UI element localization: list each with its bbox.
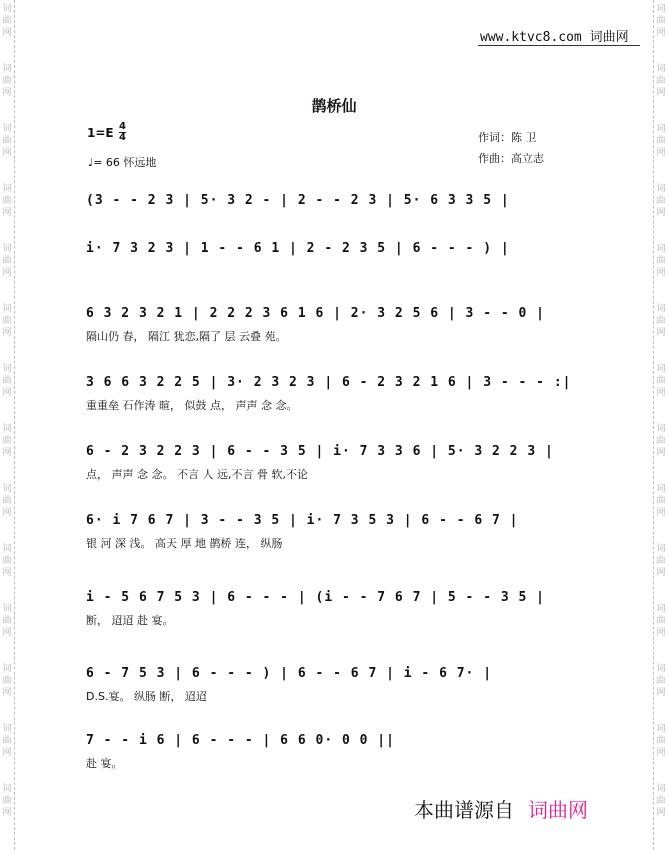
watermark-char: 曲 [2,796,12,806]
score-row [78,306,578,343]
watermark-char: 词 [2,64,12,74]
watermark-char: 词 [656,184,666,194]
watermark-char: 曲 [2,136,12,146]
watermark-char: 词 [2,544,12,554]
notation-line: i· 7 3 2 3 | 1 - - 6 1 | 2 - 2 3 5 | 6 - - - ) | [86,241,510,256]
watermark-char: 词 [656,724,666,734]
watermark-char: 词 [656,304,666,314]
watermark-char: 曲 [656,556,666,566]
lyrics-line: 断， 迢迢 赴 宴。 [86,614,174,627]
watermark-char: 曲 [656,796,666,806]
watermark-char: 网 [656,208,666,218]
score-row [78,375,578,412]
watermark-char: 网 [656,388,666,398]
footer-text: 本曲谱源自 [414,798,514,822]
footer-site-link[interactable]: 词曲网 [528,798,588,822]
watermark-char: 曲 [656,616,666,626]
score-row [78,590,578,627]
key-signature: 1=E [87,126,114,140]
lyrics-line: 银 河 深 浅。 高天 厚 地 鹊桥 连， 纵肠 [86,537,283,550]
watermark-char: 曲 [2,436,12,446]
watermark-char: 网 [2,268,12,278]
watermark-char: 词 [656,124,666,134]
watermark-char: 词 [656,484,666,494]
watermark-char: 词 [2,424,12,434]
watermark-char: 曲 [2,256,12,266]
watermark-char: 词 [656,784,666,794]
lyrics-line: D.S.宴。 纵肠 断， 迢迢 [86,690,207,703]
watermark-char: 曲 [2,16,12,26]
lyrics-line: 隔山仍 春， 隔江 犹恋,隔了 层 云叠 苑。 [86,330,287,343]
tempo-marking: ♩= 66 怀远地 [88,156,157,169]
watermark-char: 网 [656,508,666,518]
left-watermark-strip [0,0,15,850]
watermark-char: 曲 [656,76,666,86]
watermark-char: 曲 [656,676,666,686]
watermark-char: 曲 [2,736,12,746]
notation-line: i - 5 6 7 5 3 | 6 - - - | (i - - 7 6 7 | 5 - - 3 5 | [86,590,545,605]
score-row [78,666,578,703]
watermark-char: 网 [2,448,12,458]
watermark-char: 词 [2,4,12,14]
watermark-char: 词 [656,424,666,434]
watermark-char: 词 [2,724,12,734]
watermark-char: 曲 [2,616,12,626]
watermark-char: 网 [2,628,12,638]
notation-line: 7 - - i 6 | 6 - - - | 6 6 0· 0 0 || [86,733,395,748]
score-row [78,513,578,550]
watermark-char: 曲 [2,316,12,326]
watermark-char: 曲 [2,676,12,686]
watermark-char: 曲 [656,496,666,506]
watermark-char: 曲 [656,196,666,206]
notation-line: 6 - 2 3 2 2 3 | 6 - - 3 5 | i· 7 3 3 6 | 5· 3 2 2 3 | [86,444,554,459]
watermark-char: 曲 [2,76,12,86]
watermark-char: 网 [656,28,666,38]
watermark-char: 词 [2,304,12,314]
watermark-char: 词 [656,544,666,554]
watermark-char: 网 [656,328,666,338]
right-watermark-strip [653,0,668,850]
watermark-char: 词 [2,244,12,254]
watermark-char: 曲 [2,196,12,206]
header-rule [478,45,640,46]
time-bottom: 4 [119,132,126,143]
footer-source [414,794,588,823]
watermark-char: 词 [2,784,12,794]
watermark-char: 词 [2,184,12,194]
watermark-char: 网 [656,808,666,818]
watermark-char: 网 [656,448,666,458]
watermark-char: 曲 [656,136,666,146]
score-row [78,193,578,213]
watermark-char: 网 [656,628,666,638]
watermark-char: 网 [656,748,666,758]
watermark-char: 曲 [656,256,666,266]
watermark-char: 网 [2,748,12,758]
watermark-char: 曲 [2,496,12,506]
time-signature [119,122,126,143]
watermark-char: 网 [2,688,12,698]
watermark-char: 网 [2,508,12,518]
watermark-char: 网 [2,148,12,158]
lyricist-credit: 作词：陈 卫 [478,131,537,144]
watermark-char: 词 [2,124,12,134]
watermark-char: 网 [2,808,12,818]
watermark-char: 词 [656,4,666,14]
watermark-char: 网 [2,208,12,218]
notation-line: (3 - - 2 3 | 5· 3 2 - | 2 - - 2 3 | 5· 6 3 3 5 | [86,193,510,208]
watermark-char: 词 [2,664,12,674]
notation-line: 6· i 7 6 7 | 3 - - 3 5 | i· 7 3 5 3 | 6 - - 6 7 | [86,513,519,528]
watermark-char: 曲 [2,376,12,386]
score-row [78,733,578,770]
watermark-char: 曲 [656,376,666,386]
watermark-char: 词 [2,364,12,374]
watermark-char: 网 [2,328,12,338]
watermark-char: 网 [656,568,666,578]
watermark-char: 词 [2,604,12,614]
lyrics-line: 赴 宴。 [86,757,123,770]
watermark-char: 网 [656,148,666,158]
watermark-char: 词 [656,364,666,374]
score-row [78,444,578,481]
watermark-char: 网 [656,88,666,98]
watermark-char: 网 [2,388,12,398]
composer-credit: 作曲：高立志 [478,152,544,165]
lyrics-line: 点， 声声 念 念。 不言 人 远,不言 骨 软,不论 [86,468,308,481]
time-top: 4 [119,121,126,132]
watermark-char: 网 [2,568,12,578]
watermark-char: 曲 [656,16,666,26]
watermark-char: 曲 [656,736,666,746]
lyrics-line: 重重垒 石作涛 暄， 似鼓 点， 声声 念 念。 [86,399,298,412]
watermark-char: 词 [656,604,666,614]
watermark-char: 词 [656,64,666,74]
watermark-char: 曲 [2,556,12,566]
watermark-char: 网 [2,88,12,98]
watermark-char: 词 [656,244,666,254]
watermark-char: 网 [656,688,666,698]
notation-line: 6 3 2 3 2 1 | 2 2 2 3 6 1 6 | 2· 3 2 5 6 | 3 - - 0 | [86,306,545,321]
site-url[interactable]: www.ktvc8.com 词曲网 [480,30,629,45]
score-row [78,241,578,261]
watermark-char: 曲 [656,316,666,326]
watermark-char: 网 [2,28,12,38]
watermark-char: 曲 [656,436,666,446]
song-title: 鹊桥仙 [311,97,357,115]
watermark-char: 网 [656,268,666,278]
watermark-char: 词 [656,664,666,674]
watermark-char: 词 [2,484,12,494]
notation-line: 6 - 7 5 3 | 6 - - - ) | 6 - - 6 7 | i - 6 7· | [86,666,493,681]
notation-line: 3 6 6 3 2 2 5 | 3· 2 3 2 3 | 6 - 2 3 2 1 6 | 3 - - - :| [86,375,572,390]
